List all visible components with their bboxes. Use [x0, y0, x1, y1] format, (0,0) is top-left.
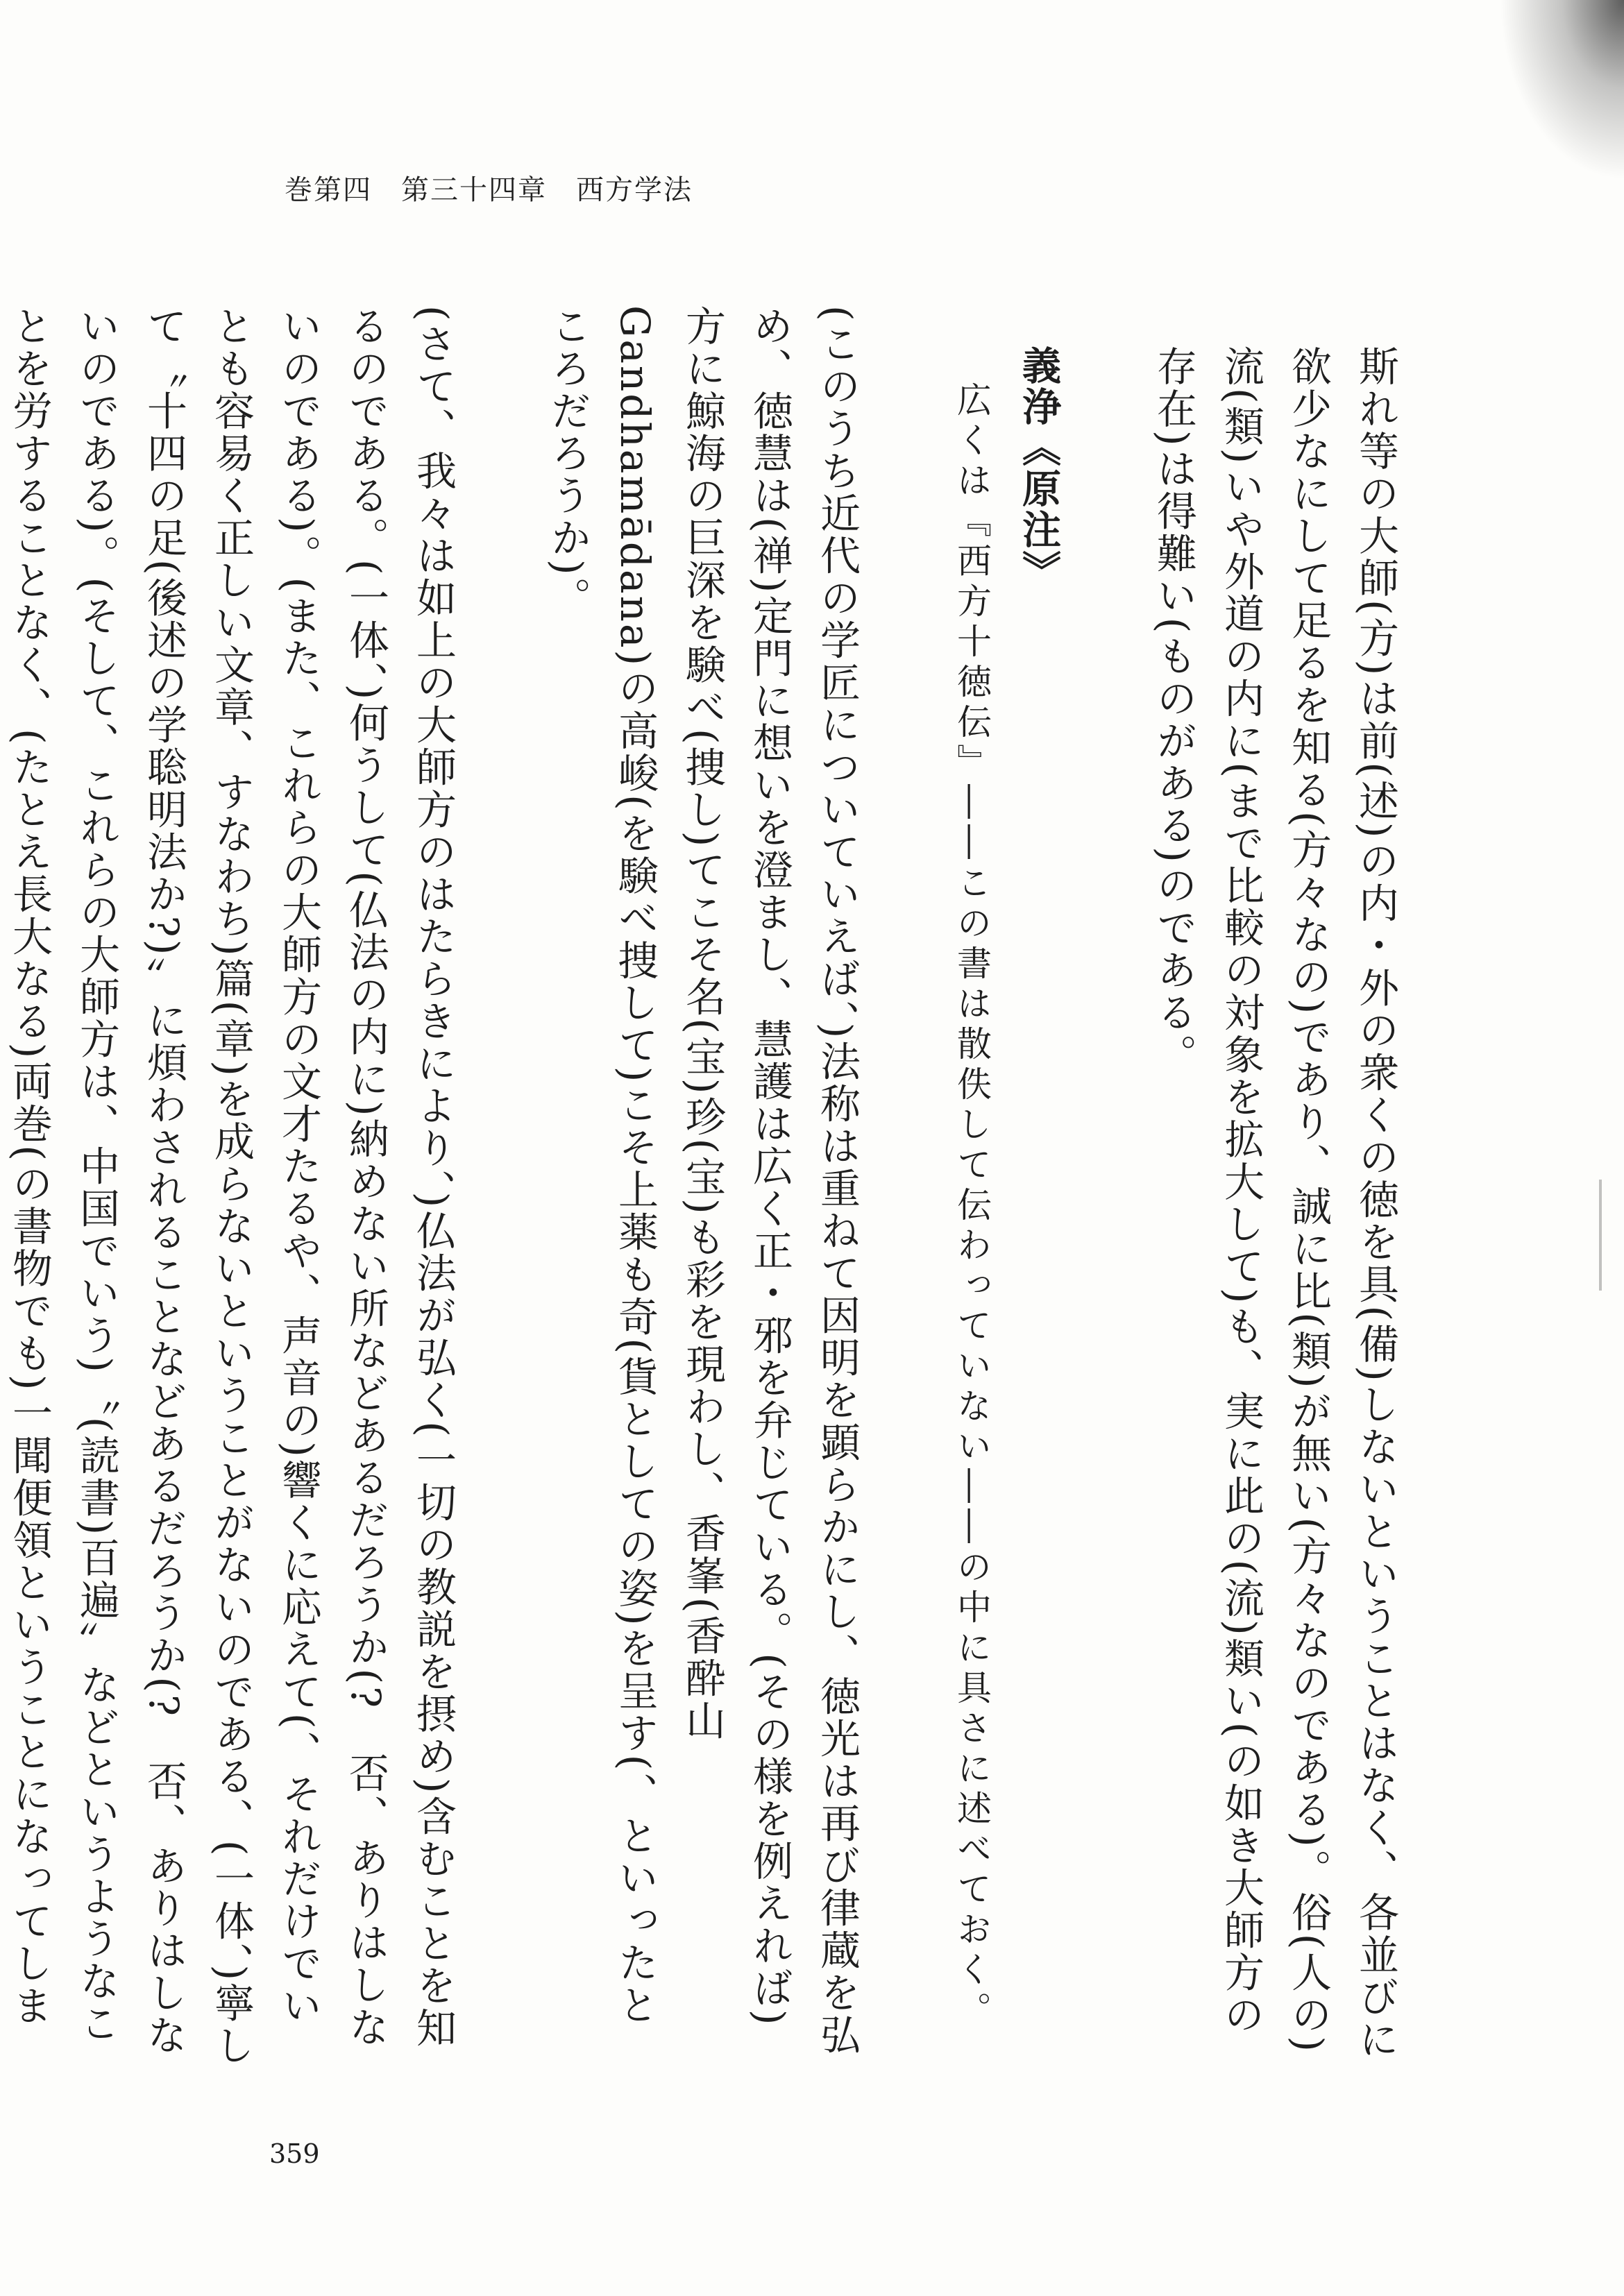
note-heading: 義浄《原注》 [1016, 346, 1062, 591]
paragraph-2: (このうち近代の学匠についていえば、)法称は重ねて因明を顕らかにし、徳光は再び律蔵を弘め、徳慧は(禅)定門に想いを澄まし、慧護は広く正・邪を弁じている。(その様を例えれば)方に鯨海の巨深を験べ(捜し)てこそ名(宝)珍(宝)も彩を現わし、香峯(香酔山 Gandhamādana)の高峻(を験べ捜して)こそ上薬も奇(貨としての姿)を呈す(、といったところだろうか)。 [544, 305, 861, 2057]
running-head: 巻第四 第三十四章 西方学法 [285, 174, 693, 206]
paragraph-3: (さて、我々は如上の大師方のはたらきにより、)仏法が弘く(一切の教説を摂め)含むことを知るのである。(一体、)何うして(仏法の内に)納めない所などあるだろうか(? 否、ありはしないのである)。(また、これらの大師方の文才たるや、声音の)響くに応えて(、それだけでいとも容易く正しい文章、すなわち)篇(章)を成らないということがないのである、(一体、)寧して〝十四の足(後述の学聡明法か?)〟に煩わされることなどあるだろうか(? 否、ありはしないのである)。(そして、これらの大師方は、中国でいう)〝(読書)百遍〟などというようなことを労することなく、(たとえ長大なる)両巻(の書物でも)一聞便領ということになってしま [6, 305, 457, 2068]
scan-corner-shadow [1499, 0, 1624, 180]
paragraph-spacer [1072, 264, 1140, 2068]
scan-edge-mark [1599, 1180, 1602, 1291]
paragraph-spacer [870, 264, 938, 2068]
page-number: 359 [269, 2138, 320, 2169]
paragraph-spacer [466, 264, 534, 2068]
vertical-body-text [6, 264, 1409, 2068]
paragraph-1: 斯れ等の大師(方)は前(述)の内・外の衆くの徳を具(備)しないということはなく、各並びに欲少なにして足るを知る(方々なの)であり、誠に比(類)が無い(方々なのである)。俗(人の)流(類)いや外道の内に(まで比較の対象を拡大して)も、実に此の(流)類い(の如き大師方の存在)は得難い(ものがある)のである。 [1150, 346, 1399, 2061]
note-body: 広くは『西方十徳伝』――この書は散佚して伝わっていない――の中に具さに述べておく。 [951, 382, 992, 2032]
